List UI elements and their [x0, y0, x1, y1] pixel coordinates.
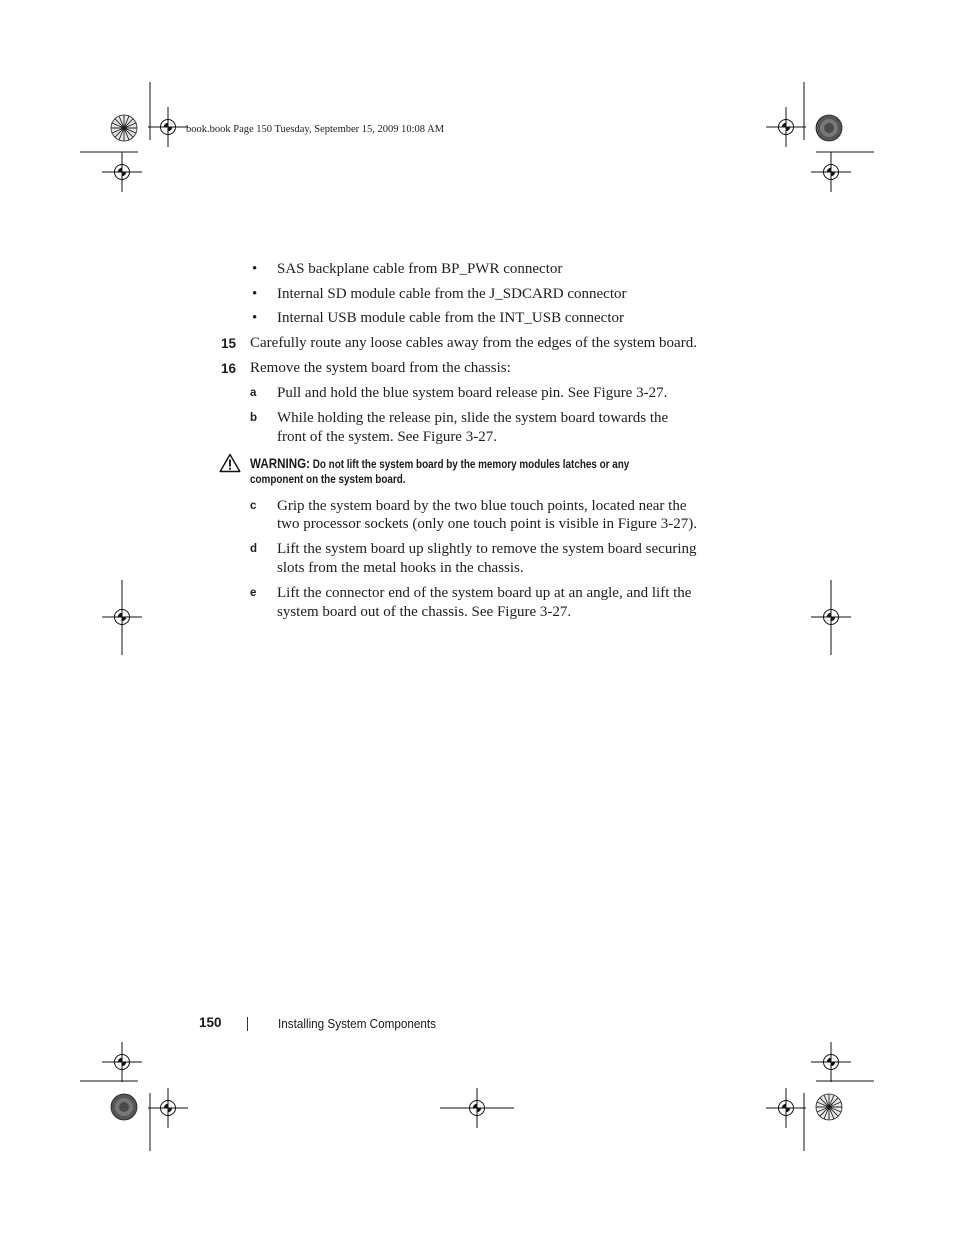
warning-line-2: component on the system board. — [250, 474, 406, 486]
substep-text: Lift the connector end of the system board up at an angle, and lift the — [277, 585, 692, 601]
bullet-symbol: • — [252, 261, 258, 277]
step-text: Carefully route any loose cables away from the edges of the system board. — [250, 335, 697, 351]
substep-text: system board out of the chassis. See Figure 3-27. — [277, 604, 572, 620]
substep-text: Pull and hold the blue system board release pin. See Figure 3-27. — [277, 385, 668, 401]
bullet-item: Internal USB module cable from the INT_USB connector — [277, 310, 624, 326]
bullet-symbol: • — [252, 310, 258, 326]
warning-text: Do not lift the system board by the memory modules latches or any — [312, 459, 630, 471]
page-number: 150 — [199, 1015, 222, 1030]
bullet-item: Internal SD module cable from the J_SDCARD connector — [277, 286, 627, 302]
substep-text: While holding the release pin, slide the system board towards the — [277, 410, 669, 426]
substep-text: slots from the metal hooks in the chassis. — [277, 560, 524, 576]
footer-section-title: Installing System Components — [278, 1016, 437, 1031]
running-head: book.book Page 150 Tuesday, September 15, 2009 10:08 AM — [186, 124, 445, 135]
substep-letter: b — [250, 412, 258, 424]
substep-letter: e — [250, 587, 257, 599]
substep-letter: a — [250, 387, 257, 399]
step-text: Remove the system board from the chassis: — [250, 360, 511, 376]
bullet-item: SAS backplane cable from BP_PWR connector — [277, 261, 563, 277]
step-number: 15 — [221, 336, 237, 351]
bullet-symbol: • — [252, 286, 258, 302]
substep-letter: c — [250, 500, 257, 512]
substep-letter: d — [250, 543, 258, 555]
substep-text: Grip the system board by the two blue touch points, located near the — [277, 498, 687, 514]
substep-text: front of the system. See Figure 3-27. — [277, 429, 497, 445]
substep-text: Lift the system board up slightly to remove the system board securing — [277, 541, 697, 557]
footer-divider — [247, 1017, 248, 1031]
warning-label: WARNING: — [250, 456, 310, 471]
warning-triangle-icon — [219, 453, 241, 473]
substep-text: two processor sockets (only one touch point is visible in Figure 3-27). — [277, 516, 697, 532]
step-number: 16 — [221, 361, 237, 376]
